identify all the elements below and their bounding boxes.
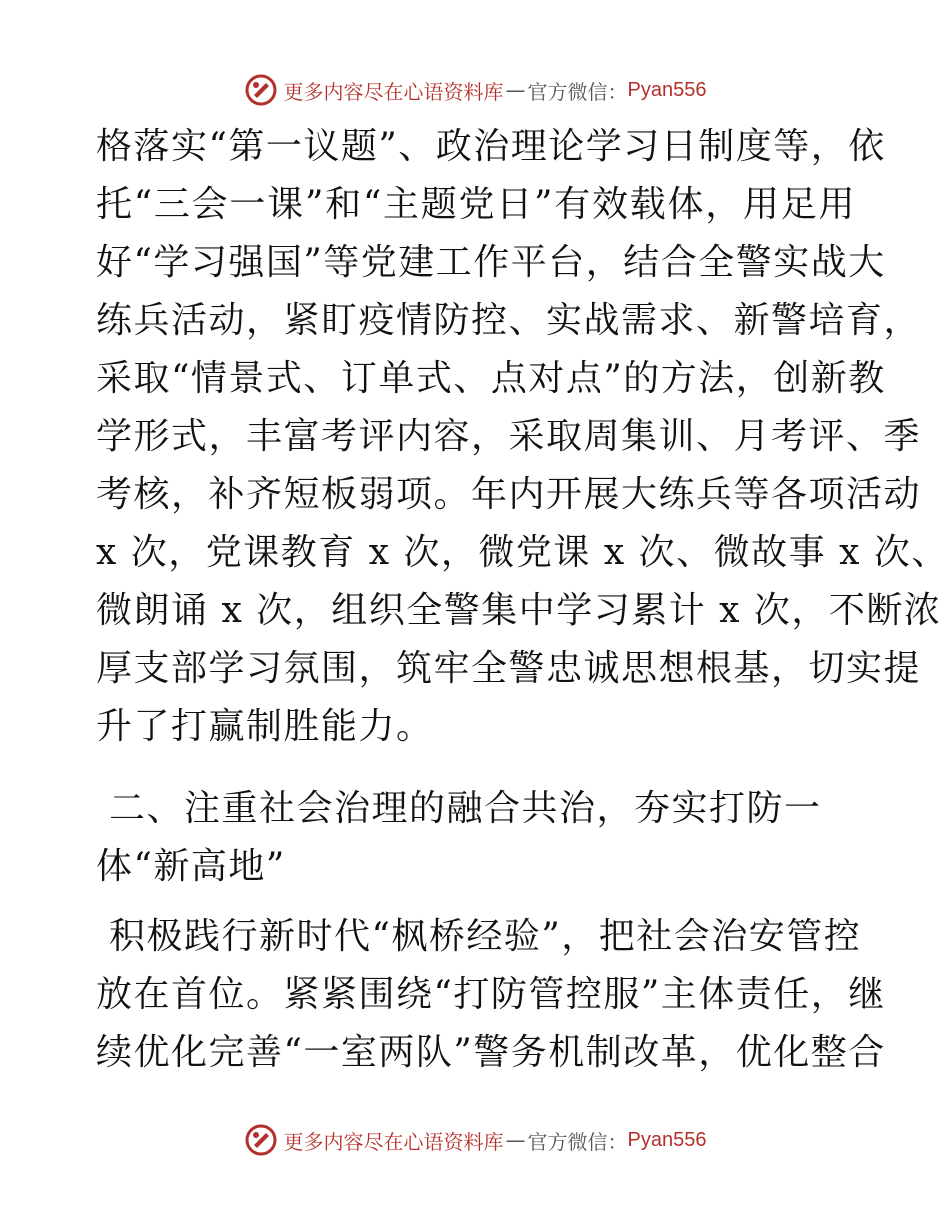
paragraph-line: 升了打赢制胜能力。	[96, 706, 434, 747]
paragraph-line: 积极践行新时代“枫桥经验”，把社会治安管控	[96, 916, 862, 957]
watermark-text: 更多内容尽在心语资料库	[283, 79, 504, 104]
watermark-dash: —	[505, 78, 526, 102]
heading-line: 体“新高地”	[96, 846, 286, 887]
paragraph-line: 托“三会一课”和“主题党日”有效载体，用足用	[96, 184, 856, 225]
paragraph-line: 格落实“第一议题”、政治理论学习日制度等，依	[96, 126, 886, 167]
paragraph-line: 好“学习强国”等党建工作平台，结合全警实战大	[96, 242, 886, 283]
heading-line: 二、注重社会治理的融合共治，夯实打防一	[96, 788, 822, 829]
watermark-wechat-label: 官方微信：	[527, 1129, 628, 1154]
paragraph-line: 微朗诵 x 次，组织全警集中学习累计 x 次，不断浓	[96, 590, 942, 631]
paragraph-line: x 次，党课教育 x 次，微党课 x 次、微故事 x 次、	[96, 532, 949, 573]
paragraph-line: 学形式，丰富考评内容，采取周集训、月考评、季	[96, 416, 922, 457]
logo-icon	[244, 73, 278, 107]
paragraph-1	[96, 118, 949, 756]
paragraph-line: 放在首位。紧紧围绕“打防管控服”主体责任，继	[96, 974, 886, 1015]
paragraph-line: 厚支部学习氛围，筑牢全警忠诚思想根基，切实提	[96, 648, 922, 689]
watermark-dash: —	[505, 1128, 526, 1152]
paragraph-line: 考核，补齐短板弱项。年内开展大练兵等各项活动	[96, 474, 922, 515]
paragraph-line: 续优化完善“一室两队”警务机制改革，优化整合	[96, 1032, 886, 1073]
paragraph-line: 练兵活动，紧盯疫情防控、实战需求、新警培育，	[96, 300, 922, 341]
watermark-header	[0, 70, 950, 110]
watermark-text: 更多内容尽在心语资料库	[283, 1129, 504, 1154]
paragraph-line: 采取“情景式、订单式、点对点”的方法，创新教	[96, 358, 886, 399]
section-heading	[96, 780, 856, 896]
watermark-wechat-label: 官方微信：	[527, 79, 628, 104]
logo-icon	[244, 1123, 278, 1157]
paragraph-2	[96, 908, 886, 1082]
watermark-footer	[0, 1120, 950, 1160]
watermark-wechat-id: Pyan556	[627, 78, 707, 101]
watermark-wechat-id: Pyan556	[627, 1128, 707, 1151]
